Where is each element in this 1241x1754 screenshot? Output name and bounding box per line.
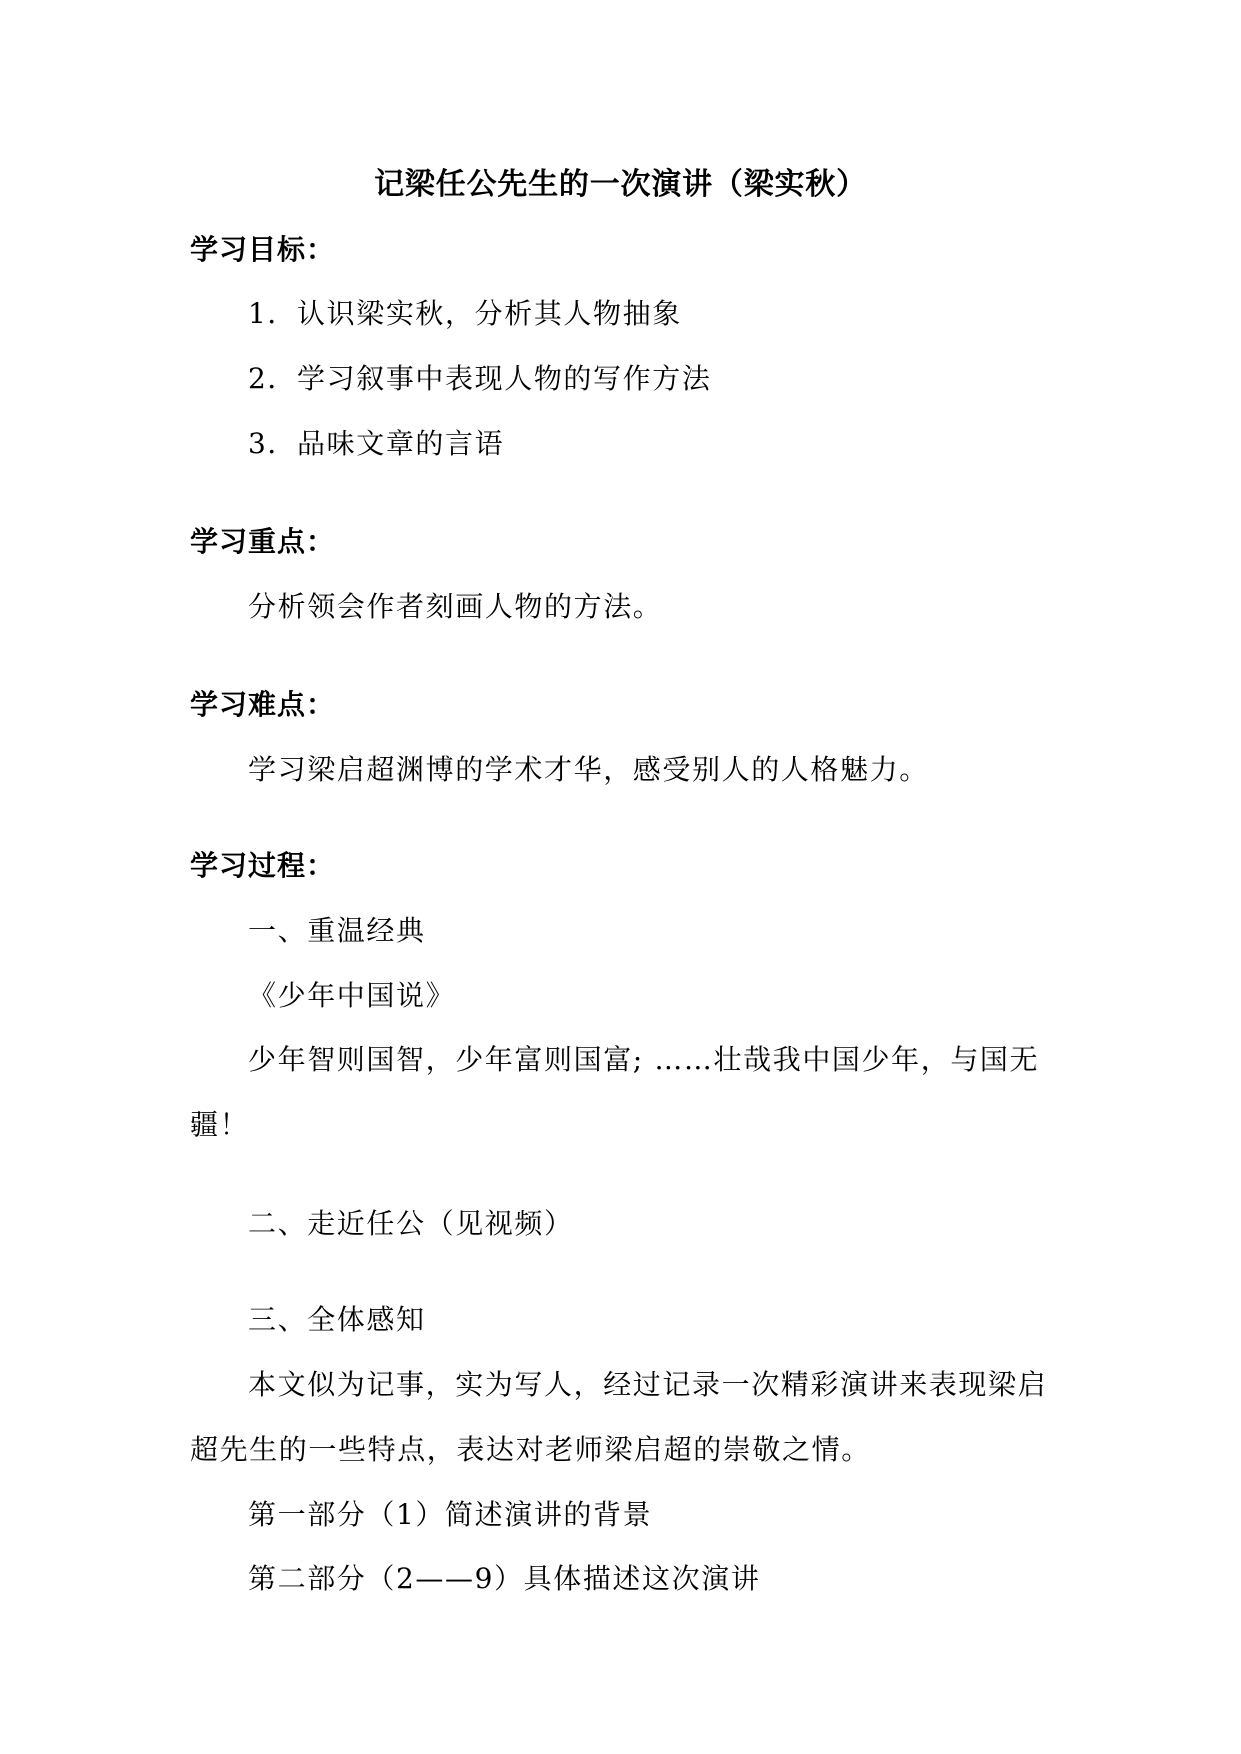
step2-heading: 二、走近任公（见视频） bbox=[248, 1207, 574, 1240]
objectives-heading: 学习目标： bbox=[190, 233, 336, 266]
step1-work-title: 《少年中国说》 bbox=[248, 979, 456, 1012]
difficulties-text: 学习梁启超渊博的学术才华，感受别人的人格魅力。 bbox=[248, 753, 929, 786]
document-title: 记梁任公先生的一次演讲（梁实秋） bbox=[374, 167, 867, 202]
objective-item: 3．品味文章的言语 bbox=[248, 427, 505, 460]
step1-quote-line: 少年智则国智，少年富则国富; ……壮哉我中国少年，与国无 bbox=[248, 1043, 1040, 1076]
step3-summary-line: 本文似为记事，实为写人，经过记录一次精彩演讲来表现梁启 bbox=[248, 1368, 1048, 1401]
objective-item: 1．认识梁实秋，分析其人物抽象 bbox=[248, 297, 682, 330]
key-points-text: 分析领会作者刻画人物的方法。 bbox=[248, 590, 663, 623]
key-points-heading: 学习重点： bbox=[190, 525, 336, 558]
objective-item: 2．学习叙事中表现人物的写作方法 bbox=[248, 362, 712, 395]
step3-part: 第一部分（1）简述演讲的背景 bbox=[248, 1498, 653, 1531]
process-heading: 学习过程： bbox=[190, 849, 336, 882]
step3-summary-line: 超先生的一些特点，表达对老师梁启超的崇敬之情。 bbox=[190, 1433, 871, 1466]
difficulties-heading: 学习难点： bbox=[190, 688, 336, 721]
step1-quote-line: 疆！ bbox=[190, 1108, 250, 1141]
step3-heading: 三、全体感知 bbox=[248, 1303, 426, 1336]
step3-part: 第二部分（2——9）具体描述这次演讲 bbox=[248, 1562, 761, 1595]
step1-heading: 一、重温经典 bbox=[248, 914, 426, 947]
